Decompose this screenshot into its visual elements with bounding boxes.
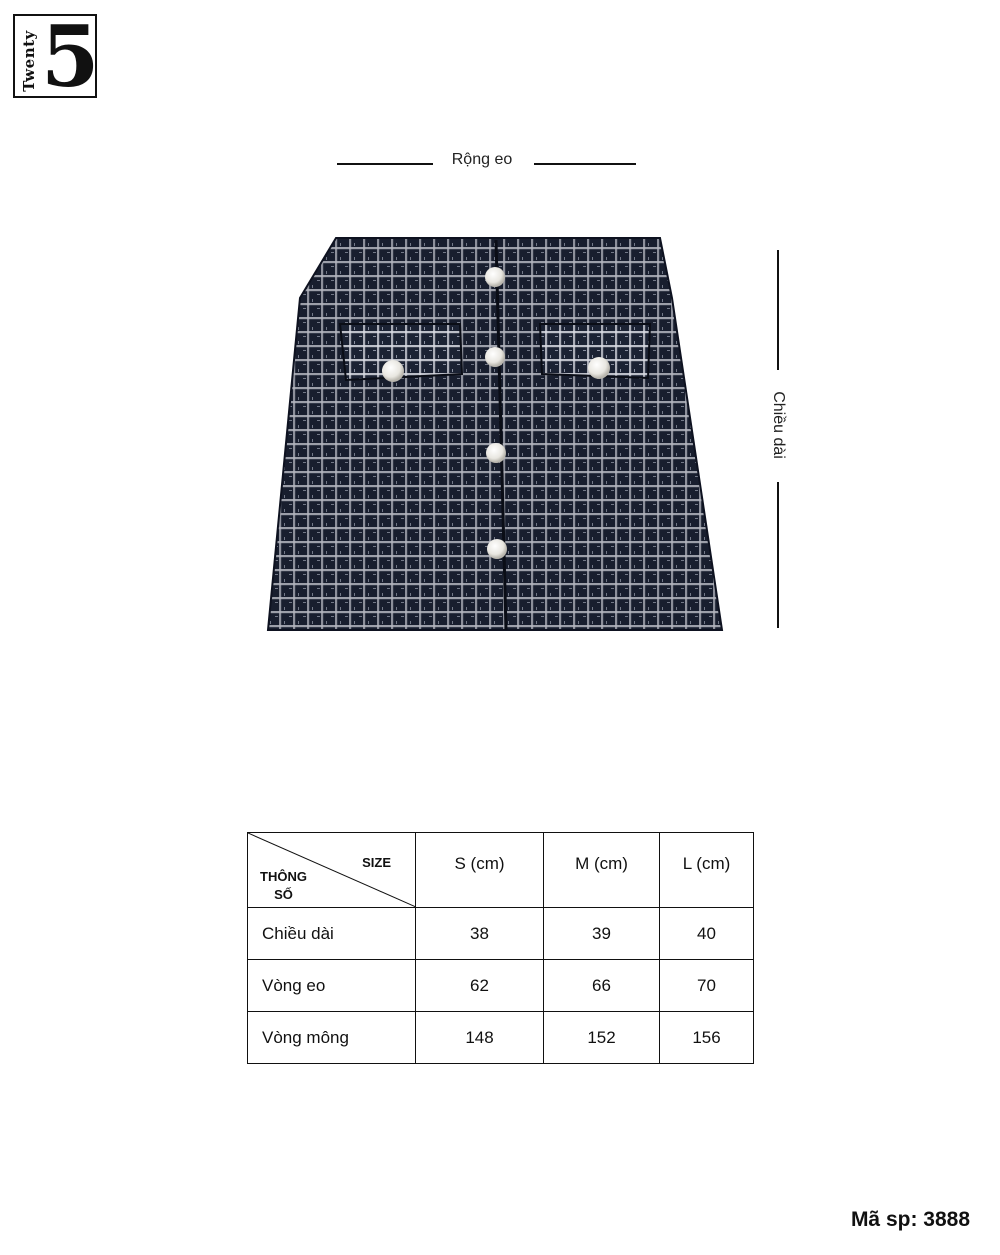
length-label: Chiều dài bbox=[770, 391, 787, 459]
cell-value: 38 bbox=[416, 908, 544, 960]
product-sku: Mã sp: 3888 bbox=[850, 1208, 970, 1231]
button-left-pocket bbox=[382, 360, 404, 382]
table-row bbox=[248, 908, 754, 960]
cell-value: 148 bbox=[416, 1012, 544, 1064]
button-4 bbox=[487, 539, 507, 559]
cell-value: 39 bbox=[544, 908, 660, 960]
size-table bbox=[247, 832, 754, 1064]
cell-value: 156 bbox=[660, 1012, 754, 1064]
button-2 bbox=[485, 347, 505, 367]
cell-value: 40 bbox=[660, 908, 754, 960]
col-header-l: L (cm) bbox=[660, 833, 754, 908]
row-label: Vòng mông bbox=[248, 1012, 416, 1064]
table-row bbox=[248, 960, 754, 1012]
waist-line-right bbox=[534, 163, 636, 165]
cell-value: 70 bbox=[660, 960, 754, 1012]
col-header-m: M (cm) bbox=[544, 833, 660, 908]
length-line-bottom bbox=[777, 482, 779, 628]
corner-param-line1: THÔNG bbox=[260, 869, 307, 884]
corner-param-line2: SỐ bbox=[274, 887, 293, 902]
button-right-pocket bbox=[588, 357, 610, 379]
table-row bbox=[248, 1012, 754, 1064]
cell-value: 62 bbox=[416, 960, 544, 1012]
button-1 bbox=[485, 267, 505, 287]
waist-line-left bbox=[337, 163, 433, 165]
brand-logo bbox=[13, 7, 100, 106]
button-3 bbox=[486, 443, 506, 463]
length-line-top bbox=[777, 250, 779, 370]
corner-size-label: SIZE bbox=[362, 855, 391, 870]
skirt-body bbox=[260, 228, 730, 638]
cell-value: 66 bbox=[544, 960, 660, 1012]
waist-label: Rộng eo bbox=[451, 151, 513, 168]
corner-param-label bbox=[260, 868, 307, 904]
col-header-s: S (cm) bbox=[416, 833, 544, 908]
skirt-illustration bbox=[260, 228, 730, 638]
row-label: Chiều dài bbox=[248, 908, 416, 960]
logo-number: 5 bbox=[41, 7, 100, 106]
cell-value: 152 bbox=[544, 1012, 660, 1064]
table-corner-cell bbox=[248, 833, 416, 908]
row-label: Vòng eo bbox=[248, 960, 416, 1012]
logo-word: Twenty bbox=[20, 30, 38, 92]
